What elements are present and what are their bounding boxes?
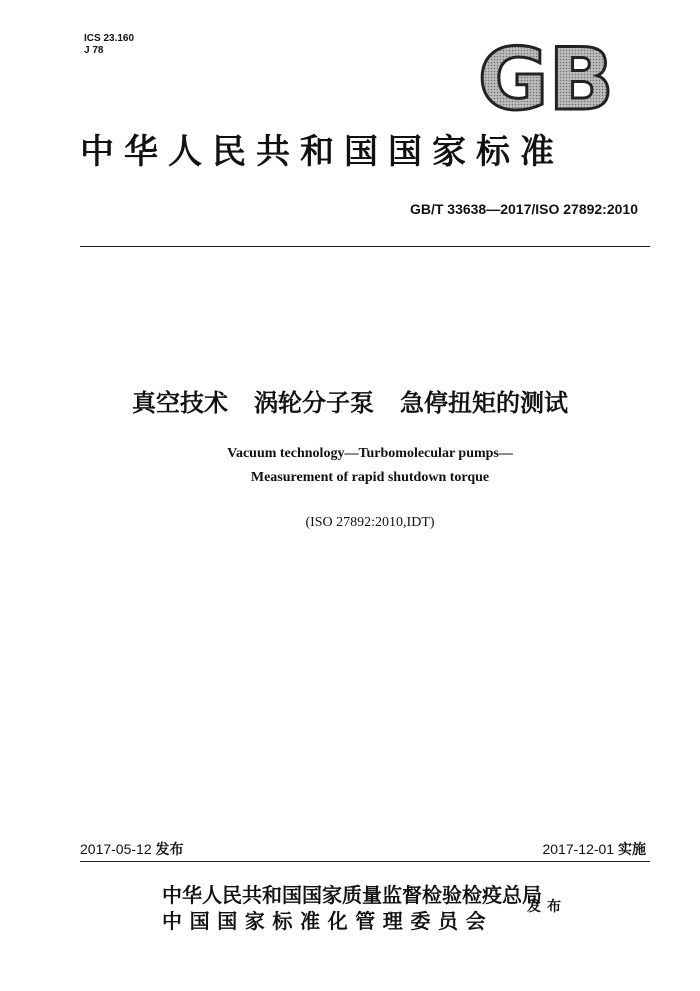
issuer-line-1: 中华人民共和国国家质量监督检验检疫总局	[162, 883, 542, 907]
document-title-cn	[0, 386, 700, 420]
title-cn-part-3: 急停扭矩的测试	[400, 389, 568, 417]
implementation-date	[542, 840, 646, 859]
issuer-line-2: 中国国家标准化管理委员会	[162, 909, 494, 933]
issued-date-value: 2017-05-12	[80, 841, 152, 857]
ics-code: ICS 23.160	[84, 33, 135, 44]
issued-label: 发布	[155, 842, 184, 858]
issued-date	[80, 840, 184, 859]
iso-reference: (ISO 27892:2010,IDT)	[305, 515, 435, 530]
implementation-date-value: 2017-12-01	[542, 841, 615, 857]
document-title-en-line2: Measurement of rapid shutdown torque	[250, 470, 490, 485]
ccs-code: J 78	[84, 45, 104, 56]
header-divider	[80, 246, 650, 247]
standard-number: GB/T 33638—2017/ISO 27892:2010	[409, 201, 638, 217]
document-title-en-line1: Vacuum technology—Turbomolecular pumps—	[227, 446, 513, 461]
title-cn-part-1: 真空技术	[132, 389, 228, 417]
title-cn-part-2: 涡轮分子泵	[254, 389, 374, 417]
gb-logo-icon	[472, 40, 620, 116]
publish-label: 发布	[527, 899, 567, 915]
gb-logo-text: GB	[477, 40, 615, 116]
footer-divider	[80, 861, 650, 862]
issuing-authorities	[162, 882, 542, 934]
standard-title: 中华人民共和国国家标准	[80, 132, 564, 172]
implementation-label: 实施	[618, 842, 646, 858]
